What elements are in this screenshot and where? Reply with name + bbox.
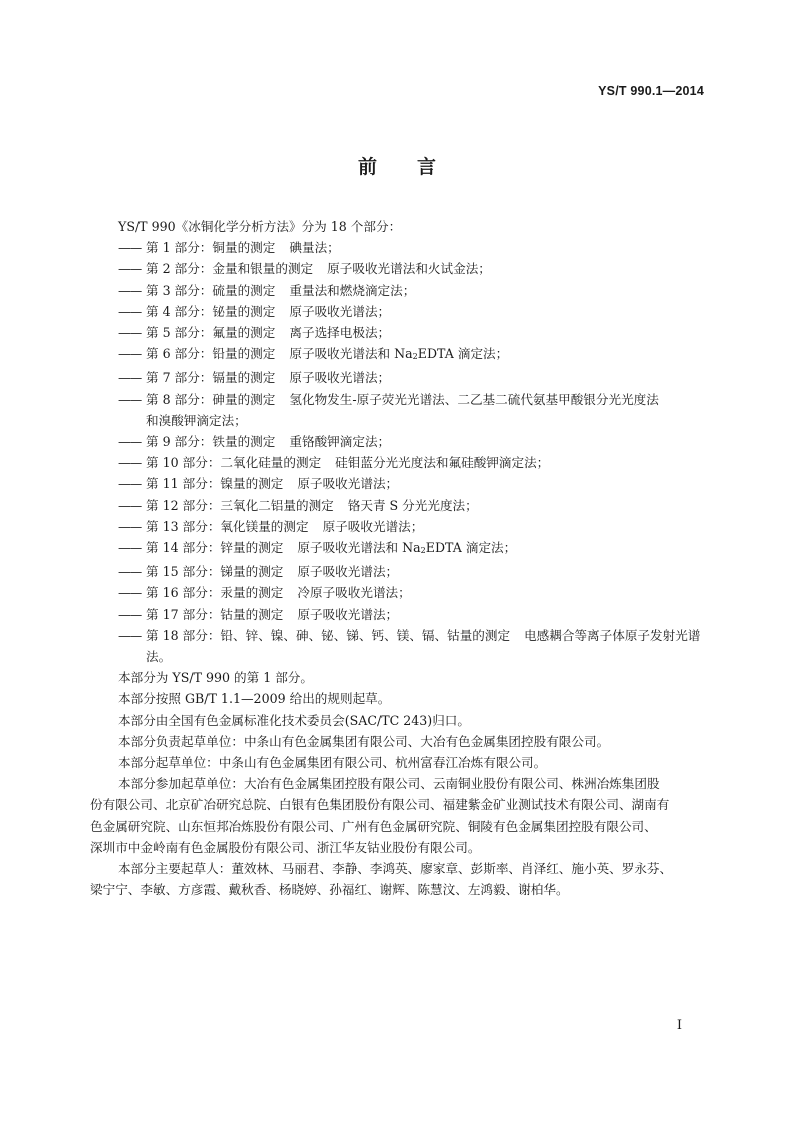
foreword-body bbox=[90, 216, 708, 901]
part-method: 铬天青 S 分光光度法； bbox=[347, 497, 478, 513]
part-item bbox=[118, 495, 708, 516]
part-method: 电感耦合等离子体原子发射光谱法。 bbox=[146, 627, 701, 665]
dash-marker: —— bbox=[118, 540, 142, 556]
part-label: 第 10 部分：二氧化硅量的测定 bbox=[146, 455, 322, 471]
part-item bbox=[118, 343, 708, 367]
part-item bbox=[118, 516, 708, 537]
dash-marker: —— bbox=[118, 346, 142, 362]
part-item bbox=[118, 561, 708, 582]
part-label: 第 13 部分：氧化镁量的测定 bbox=[146, 518, 309, 534]
part-label: 第 4 部分：铋量的测定 bbox=[146, 303, 276, 319]
dash-marker: —— bbox=[118, 497, 142, 513]
part-method-continued: 和溴酸钾滴定法； bbox=[146, 412, 247, 428]
paragraph-line: 色金属研究院、山东恒邦冶炼股份有限公司、广州有色金属研究院、铜陵有色金属集团控股有限公司、 bbox=[90, 818, 657, 834]
part-item bbox=[118, 625, 708, 667]
part-method: 原子吸收光谱法； bbox=[297, 606, 399, 622]
paragraph: 本部分起草单位：中条山有色金属集团有限公司、杭州富春江冶炼有限公司。 bbox=[118, 755, 547, 771]
part-method: 原子吸收光谱法； bbox=[297, 476, 399, 492]
part-label: 第 6 部分：铅量的测定 bbox=[146, 346, 276, 362]
participants-paragraph bbox=[90, 773, 708, 858]
paragraph-line: 份有限公司、北京矿冶研究总院、白银有色集团股份有限公司、福建紫金矿业测试技术有限公司、湖南有 bbox=[90, 797, 670, 813]
part-label: 第 17 部分：钴量的测定 bbox=[146, 606, 284, 622]
title-char-1: 前 bbox=[357, 156, 377, 178]
dash-marker: —— bbox=[118, 303, 142, 319]
dash-marker: —— bbox=[118, 564, 142, 580]
part-method: 氢化物发生-原子荧光光谱法、二乙基二硫代氨基甲酸银分光光度法 bbox=[289, 391, 659, 407]
part-method: 冷原子吸收光谱法； bbox=[297, 585, 411, 601]
part-method: 重铬酸钾滴定法； bbox=[289, 434, 391, 450]
dash-marker: —— bbox=[118, 585, 142, 601]
dash-marker: —— bbox=[118, 518, 142, 534]
page-title bbox=[0, 152, 794, 179]
dash-marker: —— bbox=[118, 325, 142, 341]
part-method: 原子吸收光谱法； bbox=[289, 303, 391, 319]
paragraph: 本部分由全国有色金属标准化技术委员会(SAC/TC 243)归口。 bbox=[118, 712, 470, 728]
dash-marker: —— bbox=[118, 606, 142, 622]
part-method: 原子吸收光谱法和 $Na_2EDTA$ 滴定法； bbox=[289, 346, 509, 362]
part-item bbox=[118, 280, 708, 301]
part-label: 第 1 部分：铜量的测定 bbox=[146, 240, 276, 256]
dash-marker: —— bbox=[118, 240, 142, 256]
part-label: 第 16 部分：汞量的测定 bbox=[146, 585, 284, 601]
part-method: 原子吸收光谱法和 $Na_2EDTA$ 滴定法； bbox=[297, 540, 517, 556]
part-item bbox=[118, 258, 708, 279]
paragraph: 本部分按照 GB/T 1.1—2009 给出的规则起草。 bbox=[118, 691, 391, 707]
parts-list bbox=[118, 237, 708, 667]
dash-marker: —— bbox=[118, 282, 142, 298]
part-method: 离子选择电极法； bbox=[289, 325, 391, 341]
part-label: 第 5 部分：氟量的测定 bbox=[146, 325, 276, 341]
part-label: 第 3 部分：硫量的测定 bbox=[146, 282, 276, 298]
paragraph-line: 深圳市中金岭南有色金属股份有限公司、浙江华友钴业股份有限公司。 bbox=[90, 839, 481, 855]
drafters-paragraph bbox=[90, 858, 708, 900]
dash-marker: —— bbox=[118, 391, 142, 407]
paragraph: 本部分负责起草单位：中条山有色金属集团有限公司、大冶有色金属集团控股有限公司。 bbox=[118, 733, 610, 749]
page-number: I bbox=[676, 1018, 682, 1033]
part-item bbox=[118, 237, 708, 258]
part-label: 第 8 部分：砷量的测定 bbox=[146, 391, 276, 407]
part-item bbox=[118, 582, 708, 603]
part-method: 原子吸收光谱法； bbox=[322, 518, 424, 534]
intro-line: YS/T 990《冰铜化学分析方法》分为 18 个部分： bbox=[118, 219, 402, 234]
paragraph: 本部分为 YS/T 990 的第 1 部分。 bbox=[118, 670, 313, 686]
part-item bbox=[118, 537, 708, 561]
part-label: 第 12 部分：三氧化二铝量的测定 bbox=[146, 497, 334, 513]
part-method: 碘量法； bbox=[289, 240, 340, 256]
part-item bbox=[118, 301, 708, 322]
paragraph-line: 梁宁宁、李敏、方彦霞、戴秋香、杨晓婷、孙福红、谢辉、陈慧汶、左鸿毅、谢柏华。 bbox=[90, 882, 569, 898]
dash-marker: —— bbox=[118, 627, 142, 643]
title-char-2: 言 bbox=[417, 156, 437, 178]
part-method: 原子吸收光谱法； bbox=[297, 564, 399, 580]
part-method: 原子吸收光谱法； bbox=[289, 370, 391, 386]
part-label: 第 7 部分：镉量的测定 bbox=[146, 370, 276, 386]
part-item bbox=[118, 431, 708, 452]
part-item bbox=[118, 322, 708, 343]
part-method: 原子吸收光谱法和火试金法； bbox=[327, 261, 491, 277]
dash-marker: —— bbox=[118, 261, 142, 277]
part-method: 重量法和燃烧滴定法； bbox=[289, 282, 416, 298]
dash-marker: —— bbox=[118, 455, 142, 471]
foreword-paragraphs bbox=[118, 667, 708, 773]
part-method: 硅钼蓝分光光度法和氟硅酸钾滴定法； bbox=[335, 455, 550, 471]
part-label: 第 11 部分：镍量的测定 bbox=[146, 476, 284, 492]
part-label: 第 2 部分：金量和银量的测定 bbox=[146, 261, 314, 277]
standard-number: YS/T 990.1—2014 bbox=[598, 84, 704, 98]
part-label: 第 9 部分：铁量的测定 bbox=[146, 434, 276, 450]
part-label: 第 14 部分：锌量的测定 bbox=[146, 540, 284, 556]
paragraph-line: 本部分主要起草人：董效林、马丽君、李静、李鸿英、廖家章、彭斯率、肖泽红、施小英、罗永芬、 bbox=[118, 861, 673, 877]
part-item bbox=[118, 473, 708, 494]
part-label: 第 15 部分：锑量的测定 bbox=[146, 564, 284, 580]
part-item bbox=[118, 367, 708, 388]
part-item bbox=[118, 389, 708, 431]
part-label: 第 18 部分：铅、锌、镍、砷、铋、锑、钙、镁、镉、钴量的测定 bbox=[146, 627, 511, 643]
part-item bbox=[118, 604, 708, 625]
dash-marker: —— bbox=[118, 370, 142, 386]
dash-marker: —— bbox=[118, 434, 142, 450]
paragraph-line: 本部分参加起草单位：大冶有色金属集团控股有限公司、云南铜业股份有限公司、株洲冶炼集团股 bbox=[118, 776, 660, 792]
part-item bbox=[118, 452, 708, 473]
dash-marker: —— bbox=[118, 476, 142, 492]
